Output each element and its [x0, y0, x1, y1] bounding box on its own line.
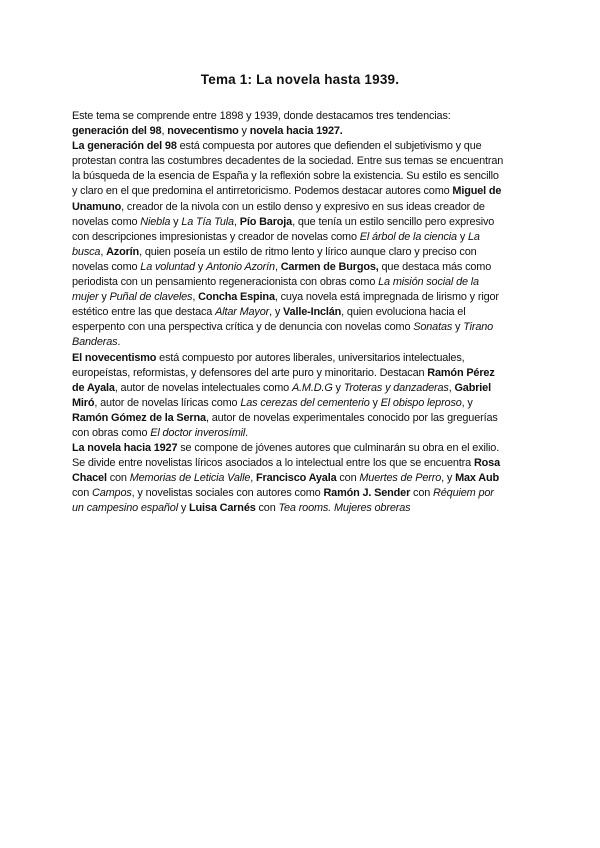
intro-line-2: generación del 98, novecentismo y novela hacia 1927. [72, 125, 343, 138]
text-line: busca, Azorín, quien poseía un estilo de ritmo lento y lírico aunque claro y preciso con [72, 245, 477, 258]
tendency-novecentismo: novecentismo [167, 125, 239, 138]
novecentismo-paragraph [72, 351, 528, 442]
intro-paragraph [72, 109, 528, 139]
text-line: Ramón Gómez de la Serna, autor de novelas experimentales conocido por las greguerías [72, 411, 498, 424]
text-line: la búsqueda de la esencia de España y la reflexión sobre la existencia. Su estilo es sencillo [72, 170, 499, 183]
text-line: mujer y Puñal de claveles, Concha Espina, cuya novela está impregnada de lirismo y rigor [72, 291, 499, 304]
text-line: de Ayala, autor de novelas intelectuales como A.M.D.G y Troteras y danzaderas, Gabriel [72, 381, 491, 394]
text-line: La generación del 98 está compuesta por autores que defienden el subjetivismo y que [72, 140, 482, 153]
text-line: El novecentismo está compuesto por autores liberales, universitarios intelectuales, [72, 351, 465, 364]
text-line: periodista con un pensamiento regeneracionista con obras como La misión social de la [72, 276, 479, 289]
text-line: y claro en el que predomina el antirretoricismo. Podemos destacar autores como Miguel de [72, 185, 502, 198]
text-line: protestan contra las costumbres decadentes de la sociedad. Entre sus temas se encuentran [72, 155, 504, 168]
document-body [72, 109, 528, 517]
generacion-98-paragraph [72, 139, 528, 350]
text-line: estético entre las que destaca Altar Mayor, y Valle-Inclán, quien evoluciona hacia el [72, 306, 466, 319]
text-line: novelas como Niebla y La Tía Tula, Pío Baroja, que tenía un estilo sencillo pero expresivo [72, 215, 495, 228]
text-line: Banderas. [72, 336, 121, 349]
novela-1927-paragraph [72, 441, 528, 516]
text-line: La novela hacia 1927 se compone de jóvenes autores que culminarán su obra en el exilio. [72, 442, 500, 455]
text-line: Miró, autor de novelas líricas como Las cerezas del cementerio y El obispo leproso, y [72, 396, 473, 409]
tendency-1927: novela hacia 1927. [249, 125, 343, 138]
document-title: Tema 1: La novela hasta 1939. [200, 72, 400, 87]
text-line: Chacel con Memorias de Leticia Valle, Francisco Ayala con Muertes de Perro, y Max Aub [72, 472, 499, 485]
text-line: esperpento con una perspectiva crítica y de denuncia con novelas como Sonatas y Tirano [72, 321, 494, 334]
text-line: europeístas, reformistas, y defensores del arte puro y minoritario. Destacan Ramón Pérez [72, 366, 495, 379]
text-line: con Campos, y novelistas sociales con autores como Ramón J. Sender con Réquiem por [72, 487, 494, 500]
intro-line-1: Este tema se comprende entre 1898 y 1939, donde destacamos tres tendencias: [72, 110, 451, 122]
text-line: con obras como El doctor inverosímil. [72, 426, 249, 439]
text-line: un campesino español y Luisa Carnés con Tea rooms. Mujeres obreras [72, 502, 411, 515]
text-line: con descripciones impresionistas y creador de novelas como El árbol de la ciencia y La [72, 230, 480, 243]
text-line: Unamuno, creador de la nivola con un estilo denso y expresivo en sus ideas creador de [72, 200, 485, 213]
text-line: novelas como La voluntad y Antonio Azorín, Carmen de Burgos, que destaca más como [72, 260, 492, 273]
text-line: Se divide entre novelistas líricos asociados a lo intelectual entre los que se encuentra Rosa [72, 457, 500, 470]
tendency-98: generación del 98 [72, 125, 162, 138]
